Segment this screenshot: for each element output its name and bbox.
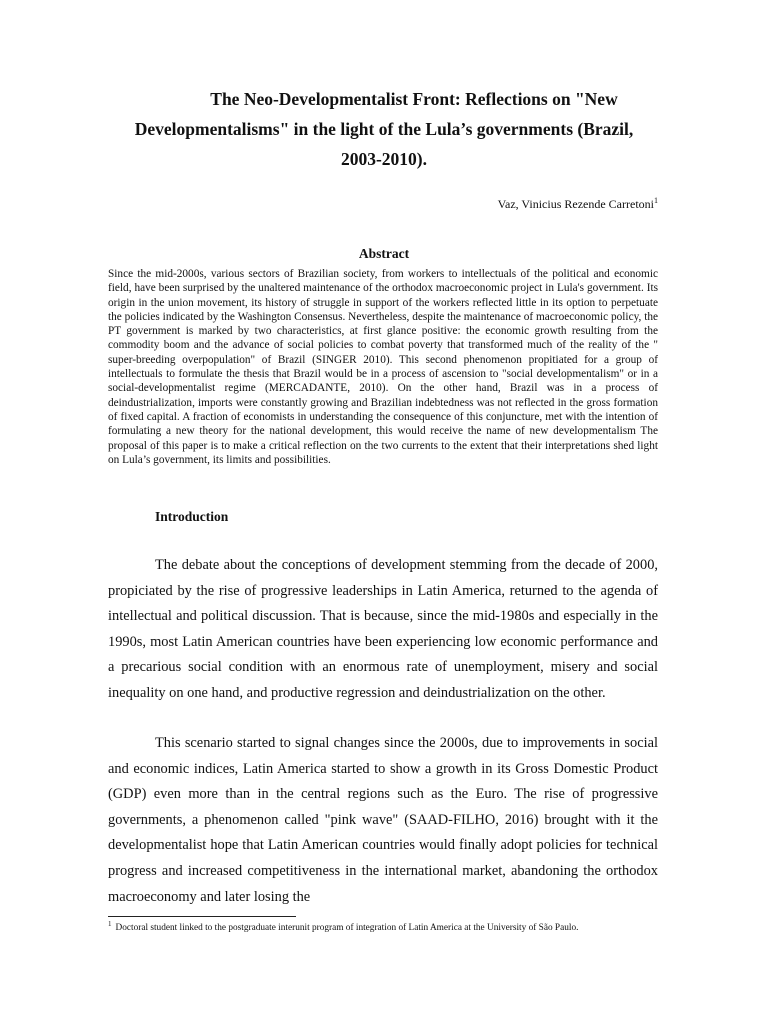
introduction-heading: Introduction: [155, 509, 229, 524]
author-name: Vaz, Vinicius Rezende Carretoni: [497, 197, 654, 211]
abstract-heading: Abstract: [358, 246, 410, 261]
title-line-1: The Neo-Developmentalist Front: Reflections on "New: [210, 89, 618, 109]
title-line-2: Developmentalisms" in the light of the Lula’s governments (Brazil,: [134, 119, 634, 139]
footnote-divider: [108, 916, 296, 917]
author-footnote-mark: 1: [654, 196, 658, 205]
author-line: [498, 196, 658, 212]
introduction-paragraph-1: The debate about the conceptions of development stemming from the decade of 2000, propiciated by the rise of progressive leaderships in Latin America, returned to the agenda of intellectual and political discussion. That is because, since the mid-1980s and especially in the 1990s, most Latin American countries have been experiencing low economic performance and a precarious social condition with an enormous rate of unemployment, misery and social inequality on one hand, and productive regression and deindustrialization on the other.: [108, 557, 658, 701]
footnote: [108, 919, 668, 934]
paper-title: [100, 84, 668, 174]
introduction-paragraph-2: This scenario started to signal changes since the 2000s, due to improvements in social and economic indices, Latin America started to show a growth in its Gross Domestic Product (GDP) even more than in the central regions such as the Euro. The rise of progressive governments, a phenomenon called "pink wave" (SAAD-FILHO, 2016) brought with it the developmentalist hope that Latin American countries would finally adopt policies for technical progress and increased competitiveness in the international market, abandoning the orthodox macroeconomy and later losing the: [108, 735, 658, 905]
footnote-text: Doctoral student linked to the postgraduate interunit program of integration of Latin America at the University of São Paulo.: [115, 923, 579, 933]
title-line-3: 2003-2010).: [340, 149, 428, 169]
footnote-mark: 1: [108, 919, 112, 928]
abstract-text: Since the mid-2000s, various sectors of Brazilian society, from workers to intellectuals of the political and economic field, have been surprised by the unaltered maintenance of the orthodox macroeconomic project in Lula's government. Its origin in the union movement, its history of struggle in support of the workers reflected little in its option to perpetuate the policies indicated by the Washington Consensus. Nevertheless, despite the maintenance of macroeconomic policy, the PT government is marked by two characteristics, at first glance positive: the economic growth resulting from the commodity boom and the advance of social policies to combat poverty that transformed much of the reality of the " super-breeding overpopulation" of Brazil (SINGER 2010). This second phenomenon propitiated for a group of intellectuals to formulate the thesis that Brazil would be in a process of ascension to "social developmentalism" or in a social-developmentalist regime (MERCADANTE, 2010). On the other hand, Brazil was in a process of deindustrialization, imports were constantly growing and Brazilian indebtedness was not reflected in the gross formation of fixed capital. A fraction of economists in understanding the consequence of this conjuncture, met with the intention of formulating a new theory for the national development, this would receive the name of new developmentalism The proposal of this paper is to make a critical reflection on the two currents to the extent that their interpretations shed light on Lula’s government, its limits and possibilities.: [108, 268, 658, 466]
